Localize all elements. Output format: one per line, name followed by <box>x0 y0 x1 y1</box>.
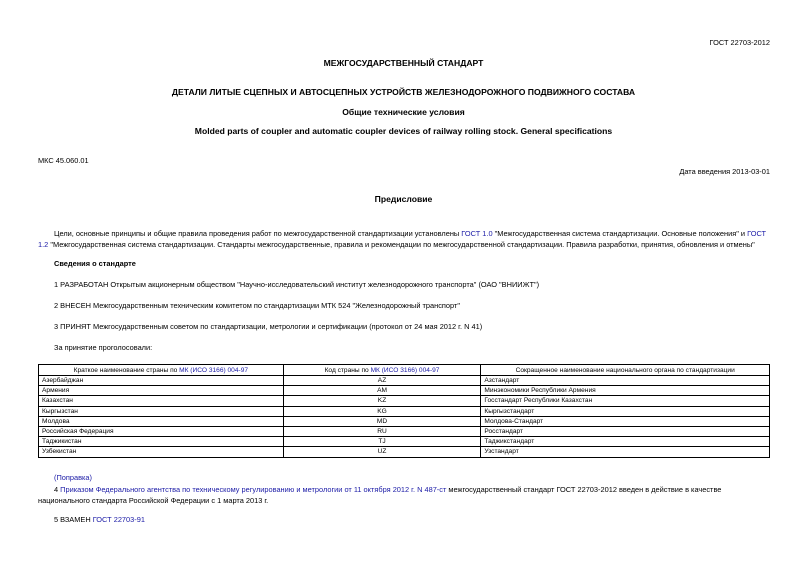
body-cell: Госстандарт Республики Казахстан <box>481 396 770 406</box>
body-cell: Минэкономики Республики Армения <box>481 386 770 396</box>
mk-iso-3166-link[interactable]: МК (ИСО 3166) 004-97 <box>370 366 440 374</box>
table-row <box>39 406 770 416</box>
code-cell: UZ <box>283 447 481 457</box>
gost-1-0-link[interactable]: ГОСТ 1.0 <box>461 229 493 238</box>
voted-label: За принятие проголосовали: <box>54 343 153 352</box>
mk-iso-3166-link[interactable]: МК (ИСО 3166) 004-97 <box>179 366 249 374</box>
amendment-link[interactable]: (Поправка) <box>54 473 92 482</box>
column-header-code <box>283 365 481 376</box>
introduction-date: Дата введения 2013-03-01 <box>679 167 770 176</box>
item-5-text: 5 ВЗАМЕН <box>54 515 93 524</box>
table-row <box>39 376 770 386</box>
code-cell: AM <box>283 386 481 396</box>
mks-code: МКС 45.060.01 <box>38 156 89 165</box>
item-1: 1 РАЗРАБОТАН Открытым акционерным обществом "Научно-исследовательский институт железнодорожного транспорта" (ОАО "ВНИИЖТ") <box>54 280 540 289</box>
rosstandart-order-link[interactable]: Приказом Федерального агентства по техническому регулированию и метрологии от 11 октября 2012 г. N 487-ст <box>60 485 447 494</box>
document-subtitle: Общие технические условия <box>342 107 465 117</box>
header-text: Код страны по <box>324 366 371 374</box>
country-cell: Молдова <box>39 416 284 426</box>
body-cell: Кыргызстандарт <box>481 406 770 416</box>
country-cell: Таджикистан <box>39 437 284 447</box>
gost-22703-91-link[interactable]: ГОСТ 22703-91 <box>92 515 145 524</box>
country-cell: Кыргызстан <box>39 406 284 416</box>
country-cell: Казахстан <box>39 396 284 406</box>
preface-title: Предисловие <box>374 194 433 204</box>
item-2: 2 ВНЕСЕН Межгосударственным техническим комитетом по стандартизации МТК 524 "Железнодорожный транспорт" <box>54 301 460 310</box>
code-cell: RU <box>283 426 481 436</box>
item-5 <box>54 515 145 524</box>
column-header-country <box>39 365 284 376</box>
voting-countries-table <box>38 364 770 458</box>
document-title-english: Molded parts of coupler and automatic coupler devices of railway rolling stock. General specifications <box>194 126 613 136</box>
code-cell: MD <box>283 416 481 426</box>
table-header-row <box>39 365 770 376</box>
code-cell: KZ <box>283 396 481 406</box>
body-cell: Молдова-Стандарт <box>481 416 770 426</box>
item-4-text: межгосударственный стандарт ГОСТ 22703-2012 введен в действие в качестве национального стандарта Российской Федерации с 1 марта 2013 г. <box>38 485 722 505</box>
preface-text-1: Цели, основные принципы и общие правила проведения работ по межгосударственной стандартизации установлены <box>54 229 462 238</box>
code-cell: KG <box>283 406 481 416</box>
gost-1-2-link[interactable]: ГОСТ 1.2 <box>38 229 767 249</box>
preface-paragraph <box>38 228 773 250</box>
item-3: 3 ПРИНЯТ Межгосударственным советом по стандартизации, метрологии и сертификации (протокол от 24 мая 2012 г. N 41) <box>54 322 483 331</box>
country-cell: Армения <box>39 386 284 396</box>
info-title: Сведения о стандарте <box>54 259 136 268</box>
header-text: Краткое наименование страны по <box>73 366 180 374</box>
column-header-body: Сокращенное наименование национального органа по стандартизации <box>481 365 770 376</box>
item-4 <box>38 484 773 506</box>
body-cell: Таджикстандарт <box>481 437 770 447</box>
country-cell: Российская Федерация <box>39 426 284 436</box>
code-cell: TJ <box>283 437 481 447</box>
document-title: ДЕТАЛИ ЛИТЫЕ СЦЕПНЫХ И АВТОСЦЕПНЫХ УСТРОЙСТВ ЖЕЛЕЗНОДОРОЖНОГО ПОДВИЖНОГО СОСТАВА <box>171 87 636 97</box>
table-row <box>39 416 770 426</box>
table-row <box>39 386 770 396</box>
body-cell: Азстандарт <box>481 376 770 386</box>
preface-text-2: "Межгосударственная система стандартизации. Основные положения" и <box>492 229 748 238</box>
preface-text-3: "Межгосударственная система стандартизации. Стандарты межгосударственные, правила и рекомендации по межгосударственной стандартизации. Правила разработки, принятия, обновления и отмены" <box>48 240 755 249</box>
item-4-number: 4 <box>54 485 61 494</box>
table-row <box>39 396 770 406</box>
code-cell: AZ <box>283 376 481 386</box>
table-row <box>39 426 770 436</box>
body-cell: Узстандарт <box>481 447 770 457</box>
document-code: ГОСТ 22703-2012 <box>709 38 770 47</box>
table-row <box>39 437 770 447</box>
country-cell: Азербайджан <box>39 376 284 386</box>
table-row <box>39 447 770 457</box>
standard-heading: МЕЖГОСУДАРСТВЕННЫЙ СТАНДАРТ <box>323 58 484 68</box>
body-cell: Росстандарт <box>481 426 770 436</box>
country-cell: Узбекистан <box>39 447 284 457</box>
